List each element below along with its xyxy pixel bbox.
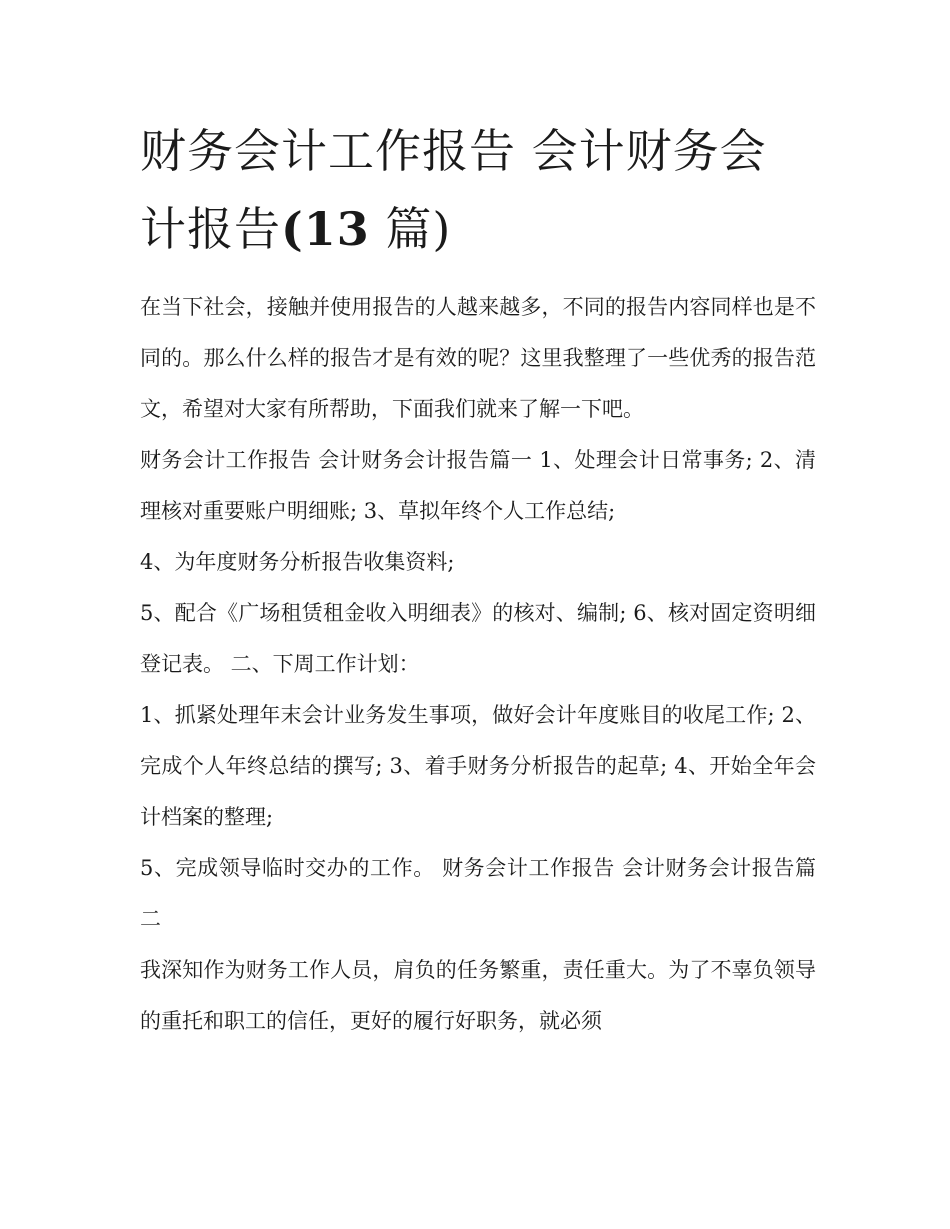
paragraph-item-4: 4、为年度财务分析报告收集资料; <box>140 550 455 574</box>
document-page <box>140 112 816 1047</box>
document-title <box>140 112 816 268</box>
paragraph-item-5-6: 5、配合《广场租赁租金收入明细表》的核对、编制; 6、核对固定资明细登记表。 二、下周工作计划： <box>140 601 816 676</box>
paragraph-section-2-body: 我深知作为财务工作人员，肩负的任务繁重，责任重大。为了不辜负领导的重托和职工的信任，更好的履行好职务，就必须 <box>140 958 816 1033</box>
paragraph-item-5-section-2: 5、完成领导临时交办的工作。 财务会计工作报告 会计财务会计报告篇二 <box>140 856 816 931</box>
title-line-2-suffix: 篇) <box>369 202 452 256</box>
title-line-2-prefix: 计报告 <box>140 202 281 256</box>
paragraph-intro: 在当下社会，接触并使用报告的人越来越多，不同的报告内容同样也是不同的。那么什么样的报告才是有效的呢？这里我整理了一些优秀的报告范文，希望对大家有所帮助，下面我们就来了解一下吧。 <box>140 295 816 421</box>
paragraph-next-week-plan: 1、抓紧处理年末会计业务发生事项，做好会计年度账目的收尾工作; 2、完成个人年终总结的撰写; 3、着手财务分析报告的起草; 4、开始全年会计档案的整理; <box>140 703 816 829</box>
paragraph-section-1: 财务会计工作报告 会计财务会计报告篇一 1、处理会计日常事务; 2、清理核对重要账户明细账; 3、草拟年终个人工作总结; <box>140 448 816 523</box>
title-line-1: 财务会计工作报告 会计财务会 <box>140 124 767 178</box>
title-line-2-count: (13 <box>281 202 370 256</box>
